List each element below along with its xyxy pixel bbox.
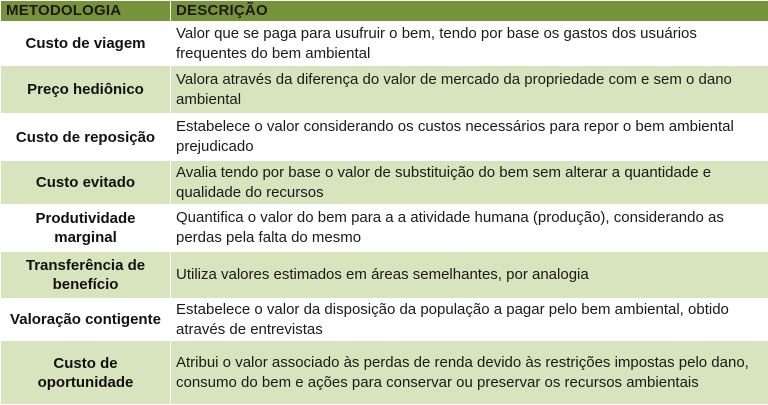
table-row <box>1 114 768 161</box>
method-cell: Custo evitado <box>1 161 171 205</box>
description-cell: Avalia tendo por base o valor de substituição do bem sem alterar a quantidade e qualidade do recursos <box>171 161 768 205</box>
header-description: DESCRIÇÃO <box>171 1 768 22</box>
method-cell: Custo de oportunidade <box>1 341 171 405</box>
description-cell: Utiliza valores estimados em áreas semelhantes, por analogia <box>171 252 768 299</box>
table-row <box>1 205 768 252</box>
method-cell: Custo de reposição <box>1 114 171 161</box>
description-cell: Valora através da diferença do valor de mercado da propriedade com e sem o dano ambiental <box>171 66 768 114</box>
description-cell: Estabelece o valor considerando os custos necessários para repor o bem ambiental prejudicado <box>171 114 768 161</box>
header-row <box>1 1 768 22</box>
table-row <box>1 22 768 66</box>
table-body <box>1 22 768 405</box>
description-cell: Estabelece o valor da disposição da população a pagar pelo bem ambiental, obtido através de entrevistas <box>171 299 768 341</box>
method-cell: Custo de viagem <box>1 22 171 66</box>
description-cell: Valor que se paga para usufruir o bem, tendo por base os gastos dos usuários frequentes do bem ambiental <box>171 22 768 66</box>
table-row <box>1 299 768 341</box>
table-row <box>1 252 768 299</box>
table-row <box>1 341 768 405</box>
method-cell: Produtividade marginal <box>1 205 171 252</box>
description-cell: Quantifica o valor do bem para a a atividade humana (produção), considerando as perdas pela falta do mesmo <box>171 205 768 252</box>
table-row <box>1 66 768 114</box>
header-methodology: METODOLOGIA <box>1 1 171 22</box>
description-cell: Atribui o valor associado às perdas de renda devido às restrições impostas pelo dano, consumo do bem e ações para conservar ou preservar os recursos ambientais <box>171 341 768 405</box>
method-cell: Transferência de benefício <box>1 252 171 299</box>
method-cell: Preço hediônico <box>1 66 171 114</box>
table-header <box>1 1 768 22</box>
method-cell: Valoração contigente <box>1 299 171 341</box>
table-row <box>1 161 768 205</box>
